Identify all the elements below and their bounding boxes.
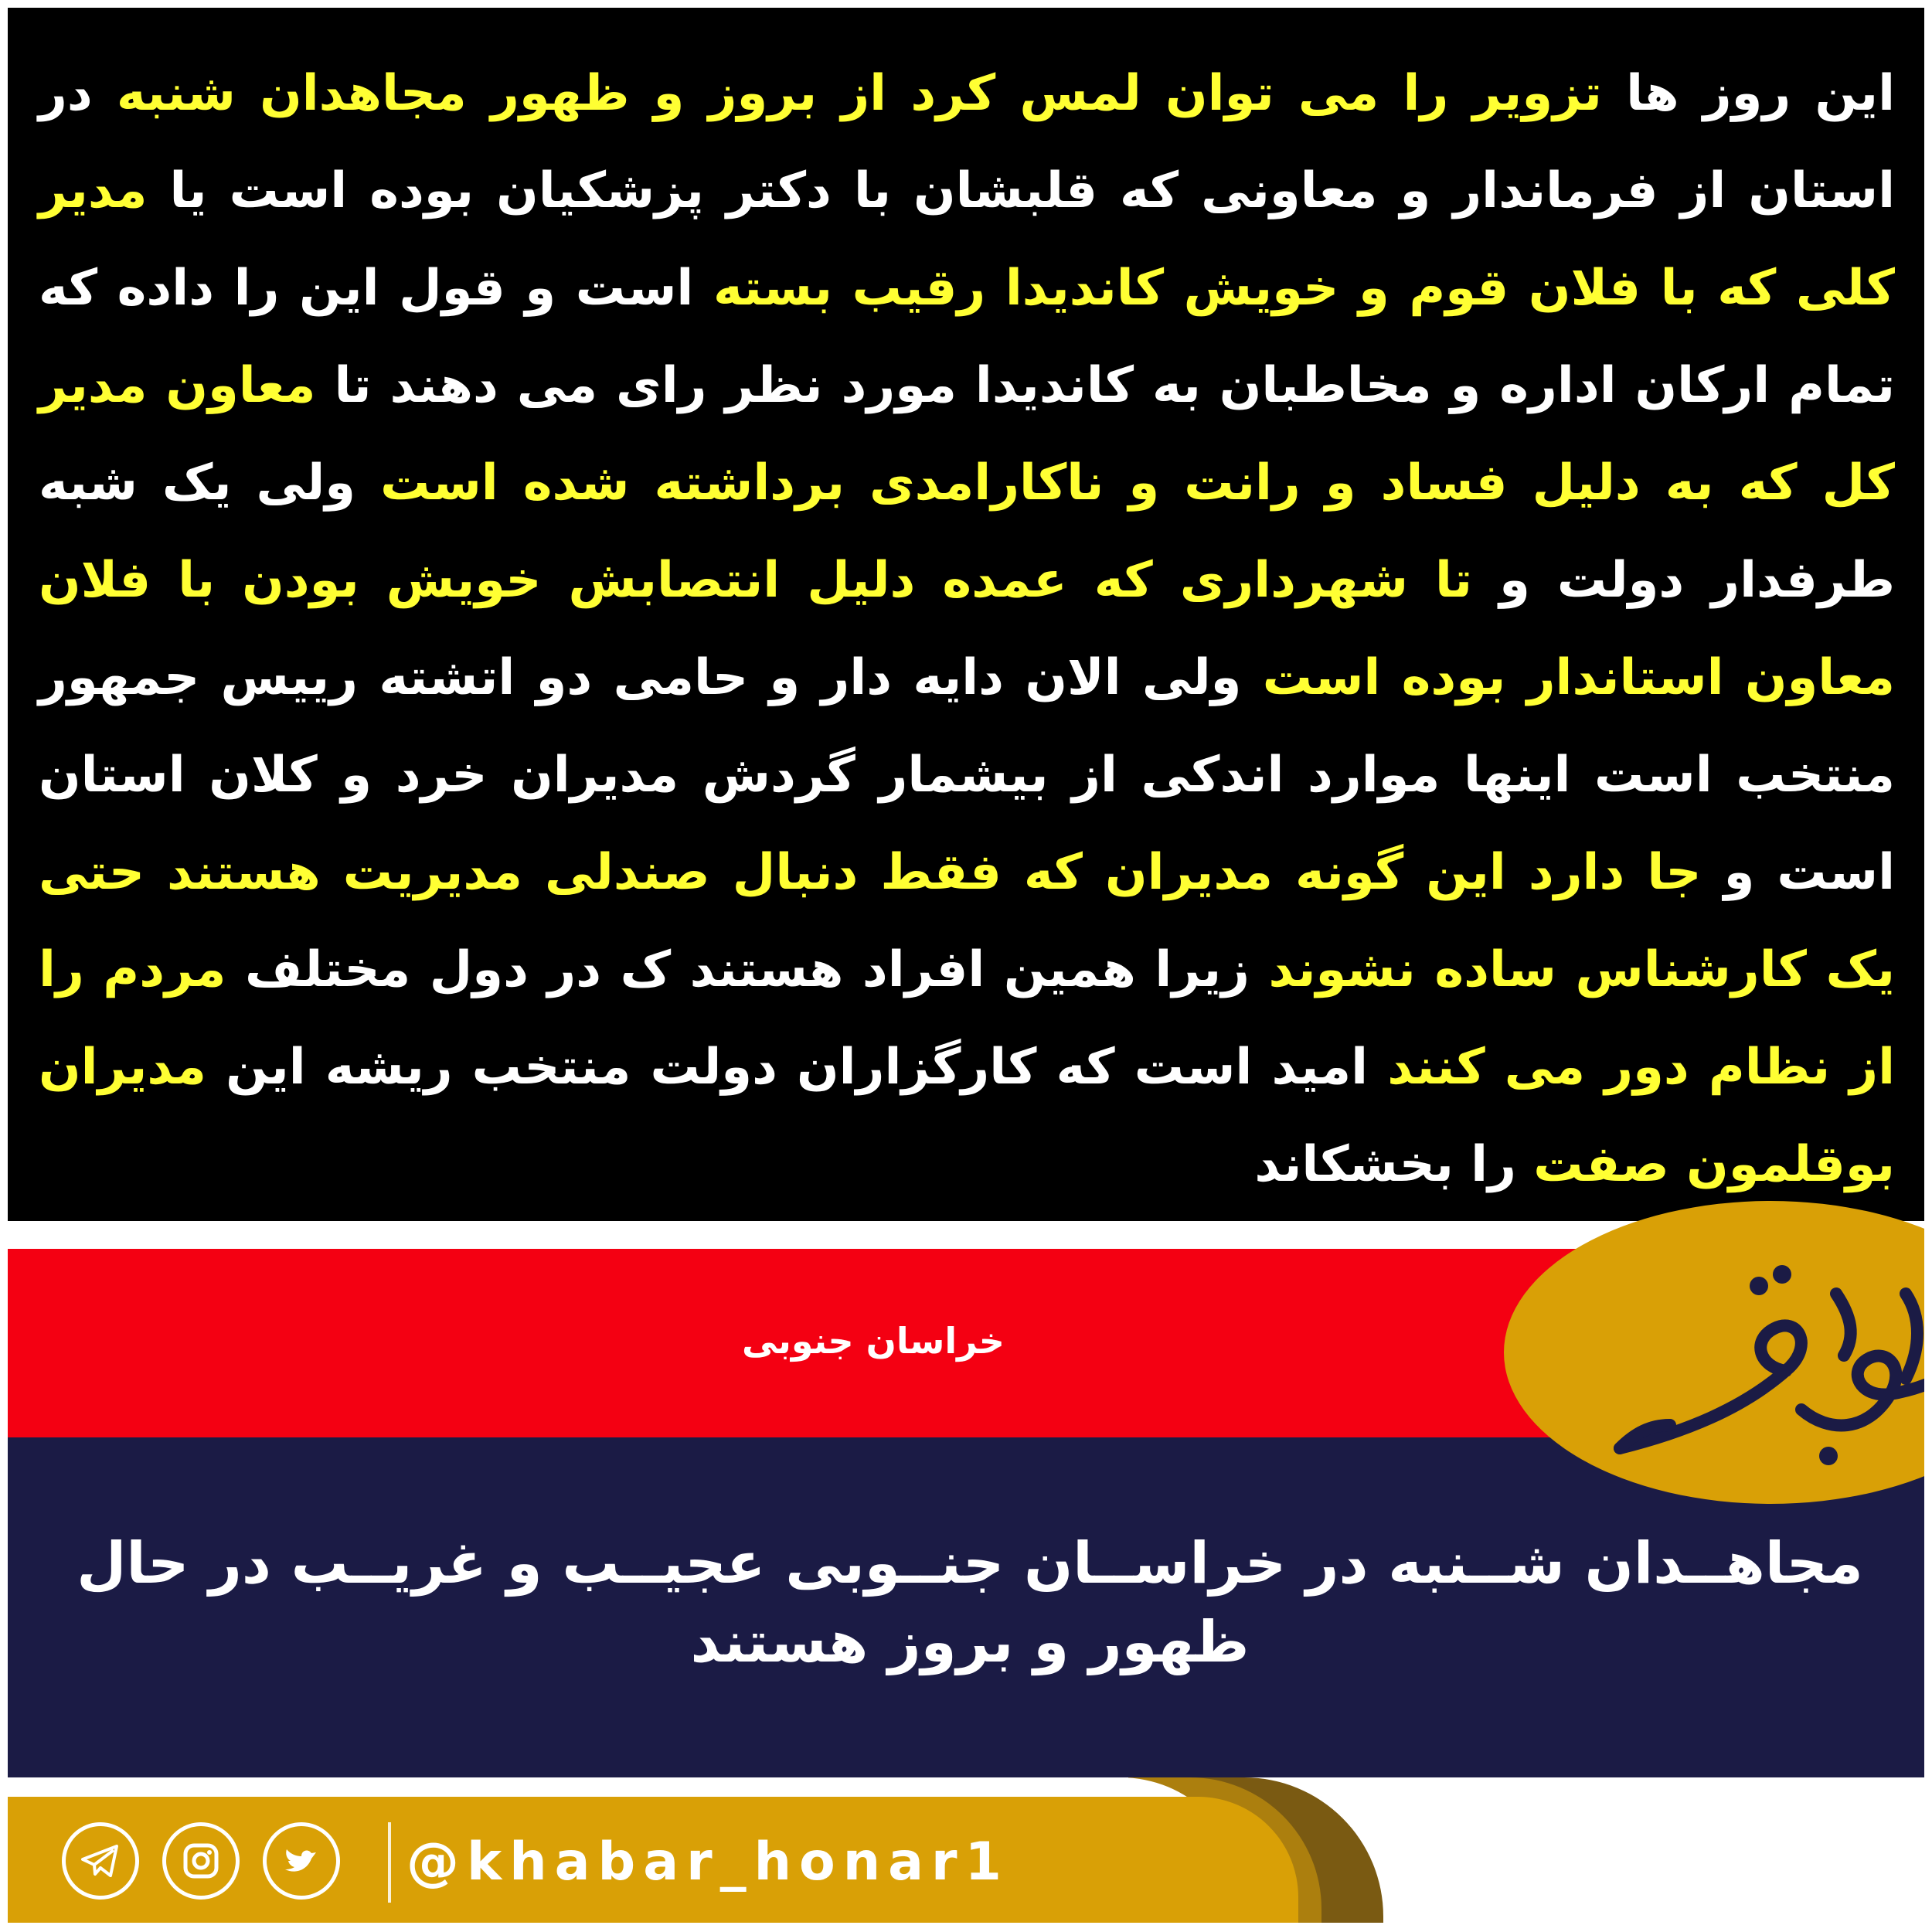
body-text: ولی الان دایه دار و حامی دو اتشته رییس جمهور منتخب است اینها موارد اندکی از بیشمار گردش مدیران خرد و کلان استان است و (39, 649, 1896, 901)
body-text: را بخشکاند (1254, 1136, 1534, 1193)
brand-logo (1504, 1201, 1924, 1504)
brand-logo-calligraphy (1504, 1201, 1924, 1504)
highlighted-text: تا شهرداری که عمده دلیل انتصابش خویش بودن با فلان معاون استاندار بوده است (39, 552, 1896, 706)
highlighted-text: مدیر کلی که با فلان قوم و خویش کاندیدا رقیب بسته (39, 162, 1896, 317)
article-panel (8, 8, 1924, 1221)
footer-divider (388, 1822, 391, 1903)
highlighted-text: تزویر را می توان لمس کرد از بروز و ظهور مجاهدان شنبه (116, 65, 1602, 122)
highlighted-text: مدیران بوقلمون صفت (39, 1039, 1895, 1193)
channel-handle[interactable]: @khabar_honar1 (406, 1832, 1009, 1893)
post-card (8, 8, 1924, 1923)
body-text: است و قول این را داده که تمام ارکان اداره و مخاطبان به کاندیدا مورد نظر رای می دهند تا (39, 260, 1896, 414)
article-text (39, 45, 1895, 1213)
highlighted-text: جا دارد این گونه مدیران که فقط دنبال صندلی مدیریت هستند حتی یک کارشناس ساده نشوند (39, 844, 1896, 998)
highlighted-text: معاون مدیر کل که به دلیل فساد و رانت و ناکارامدی برداشته شده است (39, 357, 1896, 512)
body-text: ولی یک شبه طرفدار دولت و (39, 454, 1895, 609)
body-text: این روز ها (1601, 65, 1896, 122)
highlighted-text: مردم را از نظام دور می کنند (39, 941, 1896, 1096)
body-text: زیرا همین افراد هستند ک در دول مختلف (226, 941, 1269, 998)
twitter-icon[interactable] (263, 1822, 340, 1900)
telegram-icon[interactable] (62, 1822, 139, 1900)
body-text: در استان از فرماندار و معاونی که قلبشان با دکتر پزشکیان بوده است یا (39, 65, 1895, 219)
region-label: خراسان جنوبی (742, 1320, 1005, 1362)
body-text: امید است که کارگزاران دولت منتخب ریشه این (206, 1039, 1388, 1096)
instagram-icon[interactable] (162, 1822, 240, 1900)
headline: مجاهــدان شــنبه در خراســان جنــوبی عجیــب و غریــب در حال ظهور و بروز هستند (77, 1530, 1863, 1675)
